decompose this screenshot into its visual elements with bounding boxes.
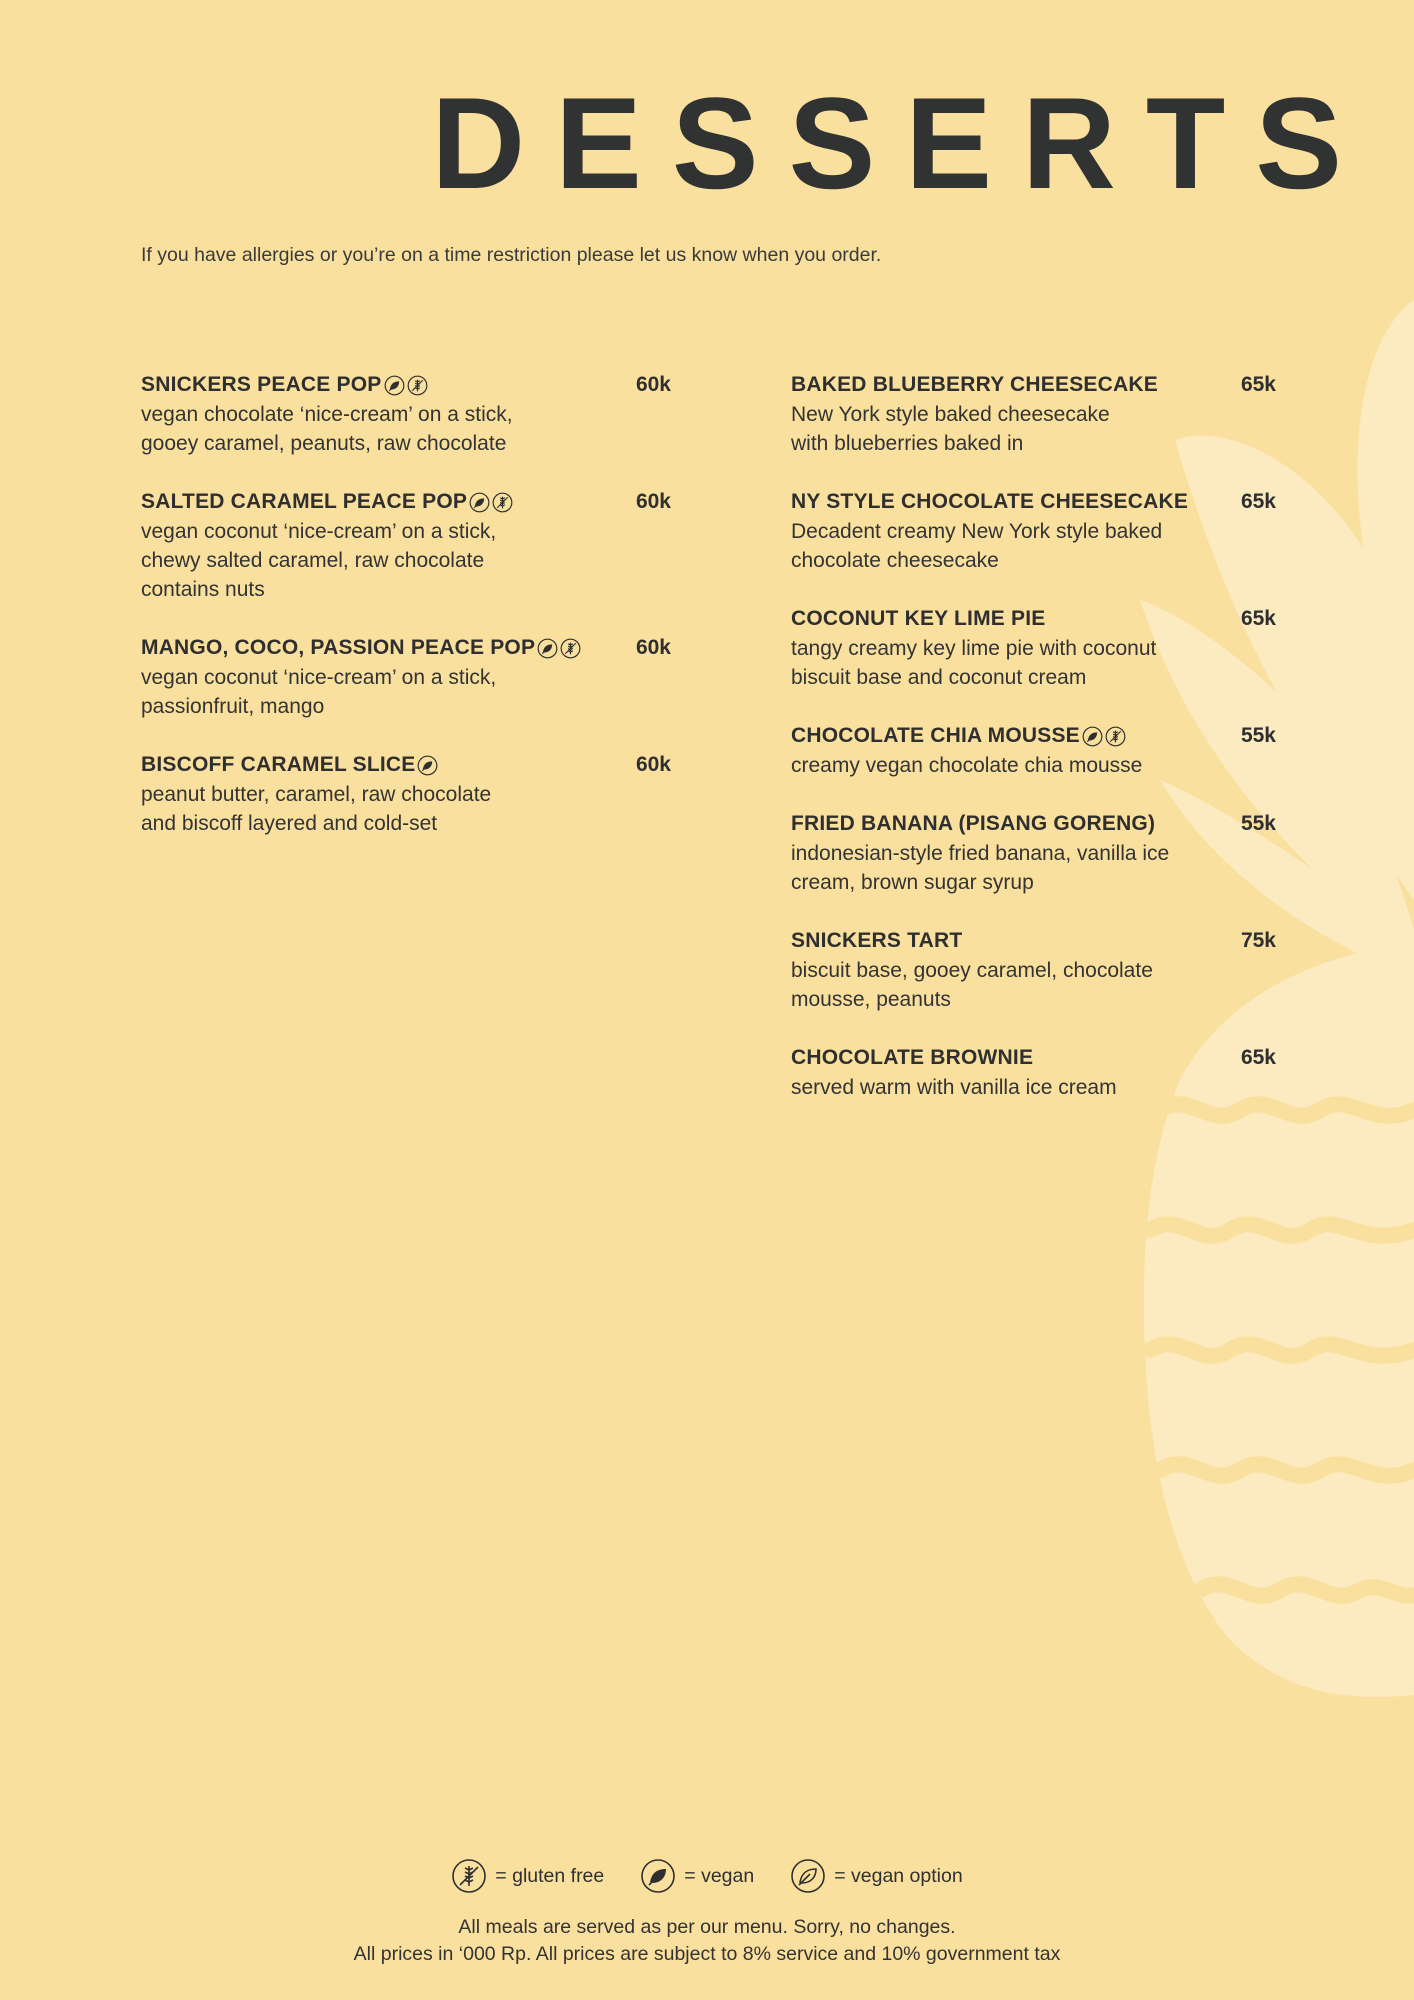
menu-item-name-text: CHOCOLATE CHIA MOUSSE (791, 724, 1080, 747)
menu-item-price: 60k (635, 373, 671, 396)
menu-item-header (791, 809, 1276, 839)
menu-item-description: passionfruit, mango (141, 695, 325, 718)
gluten-free-icon (560, 638, 581, 659)
menu-item-name (141, 750, 438, 780)
menu-item-header (141, 633, 671, 663)
menu-item-description: chewy salted caramel, raw chocolate (141, 549, 485, 572)
menu-item-description: tangy creamy key lime pie with coconut (791, 637, 1157, 660)
menu-item-name (791, 487, 1188, 517)
menu-item-price: 60k (635, 490, 671, 513)
menu-item-price: 60k (635, 636, 671, 659)
menu-item-description: cream, brown sugar syrup (791, 871, 1034, 894)
menu-item-name (141, 370, 428, 400)
menu-item (791, 809, 1276, 897)
menu-item (791, 487, 1276, 575)
menu-item-name (791, 1043, 1033, 1073)
page-title: DESSERTS (431, 70, 1372, 216)
menu-item-price: 55k (1240, 724, 1276, 747)
menu-item-price: 65k (1240, 1046, 1276, 1069)
menu-column-right (791, 370, 1276, 1131)
menu-item-header (791, 487, 1276, 517)
menu-column-left (141, 370, 671, 867)
gluten-free-icon (1105, 726, 1126, 747)
menu-item-description: New York style baked cheesecake (791, 403, 1110, 426)
menu-item-description: creamy vegan chocolate chia mousse (791, 754, 1143, 777)
menu-item (141, 370, 671, 458)
legend-vegan-option-label: = vegan option (834, 1864, 963, 1887)
menu-item-description: mousse, peanuts (791, 988, 951, 1011)
menu-item-price: 65k (1240, 607, 1276, 630)
menu-item-name-text: CHOCOLATE BROWNIE (791, 1046, 1034, 1069)
menu-item-header (141, 370, 671, 400)
menu-item-description: with blueberries baked in (791, 432, 1024, 455)
menu-item-name-text: NY STYLE CHOCOLATE CHEESECAKE (791, 490, 1189, 513)
vegan-icon (537, 638, 558, 659)
menu-item-name (791, 604, 1045, 634)
menu-item (141, 750, 671, 838)
menu-item-description: vegan chocolate ‘nice-cream’ on a stick, (141, 403, 513, 426)
footer-line-1: All meals are served as per our menu. Sorry, no changes. (458, 1916, 956, 1938)
vegan-icon (640, 1858, 676, 1894)
menu-item (791, 370, 1276, 458)
menu-item-name (141, 487, 513, 517)
gluten-free-icon (451, 1858, 487, 1894)
menu-item-description: chocolate cheesecake (791, 549, 999, 572)
menu-item-description: served warm with vanilla ice cream (791, 1076, 1117, 1099)
menu-item-description: gooey caramel, peanuts, raw chocolate (141, 432, 507, 455)
menu-item-name-text: SNICKERS TART (791, 929, 963, 952)
menu-item (141, 487, 671, 604)
menu-item-name-text: MANGO, COCO, PASSION PEACE POP (141, 636, 536, 659)
menu-item-header (791, 604, 1276, 634)
menu-item-description: indonesian-style fried banana, vanilla ice (791, 842, 1170, 865)
legend-vegan-option (790, 1858, 962, 1894)
menu-item-description: Decadent creamy New York style baked (791, 520, 1163, 543)
menu-item-name (791, 721, 1126, 751)
menu-item-description: vegan coconut ‘nice-cream’ on a stick, (141, 520, 497, 543)
vegan-icon (1082, 726, 1103, 747)
gluten-free-icon (492, 492, 513, 513)
menu-item-description: peanut butter, caramel, raw chocolate (141, 783, 492, 806)
menu-item-name-text: FRIED BANANA (PISANG GORENG) (791, 812, 1156, 835)
menu-item-description: and biscoff layered and cold-set (141, 812, 438, 835)
menu-item-header (791, 370, 1276, 400)
menu-item-header (141, 487, 671, 517)
menu-item-name (141, 633, 581, 663)
menu-item-header (791, 721, 1276, 751)
menu-item-name-text: SALTED CARAMEL PEACE POP (141, 490, 468, 513)
vegan-option-icon (790, 1858, 826, 1894)
menu-item-name-text: BAKED BLUEBERRY CHEESECAKE (791, 373, 1158, 396)
menu-item-name (791, 370, 1158, 400)
menu-item-name-text: BISCOFF CARAMEL SLICE (141, 753, 416, 776)
menu-item-header (791, 926, 1276, 956)
legend-vegan (640, 1858, 754, 1894)
footer (0, 1914, 1414, 1968)
allergy-note: If you have allergies or you’re on a time restriction please let us know when you order. (141, 244, 882, 266)
menu-item-price: 65k (1240, 373, 1276, 396)
menu-item (141, 633, 671, 721)
menu-item-header (791, 1043, 1276, 1073)
vegan-icon (417, 755, 438, 776)
vegan-icon (384, 375, 405, 396)
footer-line-2: All prices in ‘000 Rp. All prices are subject to 8% service and 10% government tax (353, 1943, 1061, 1965)
legend-gluten-free-label: = gluten free (495, 1864, 605, 1887)
menu-item-name-text: COCONUT KEY LIME PIE (791, 607, 1046, 630)
menu-item-description: biscuit base and coconut cream (791, 666, 1087, 689)
menu-item (791, 926, 1276, 1014)
legend-vegan-label: = vegan (684, 1864, 755, 1887)
legend-gluten-free (451, 1858, 604, 1894)
menu-item-price: 75k (1240, 929, 1276, 952)
legend (0, 1858, 1414, 1894)
menu-item-price: 65k (1240, 490, 1276, 513)
menu-item-name (791, 926, 962, 956)
menu-item-description: vegan coconut ‘nice-cream’ on a stick, (141, 666, 497, 689)
menu-item-description: biscuit base, gooey caramel, chocolate (791, 959, 1153, 982)
menu-item (791, 721, 1276, 780)
menu-item (791, 604, 1276, 692)
menu-item-description: contains nuts (141, 578, 265, 601)
vegan-icon (469, 492, 490, 513)
menu-item-name-text: SNICKERS PEACE POP (141, 373, 382, 396)
menu-item-price: 60k (635, 753, 671, 776)
menu-item-name (791, 809, 1155, 839)
gluten-free-icon (407, 375, 428, 396)
menu-item (791, 1043, 1276, 1102)
menu-item-price: 55k (1240, 812, 1276, 835)
menu-item-header (141, 750, 671, 780)
